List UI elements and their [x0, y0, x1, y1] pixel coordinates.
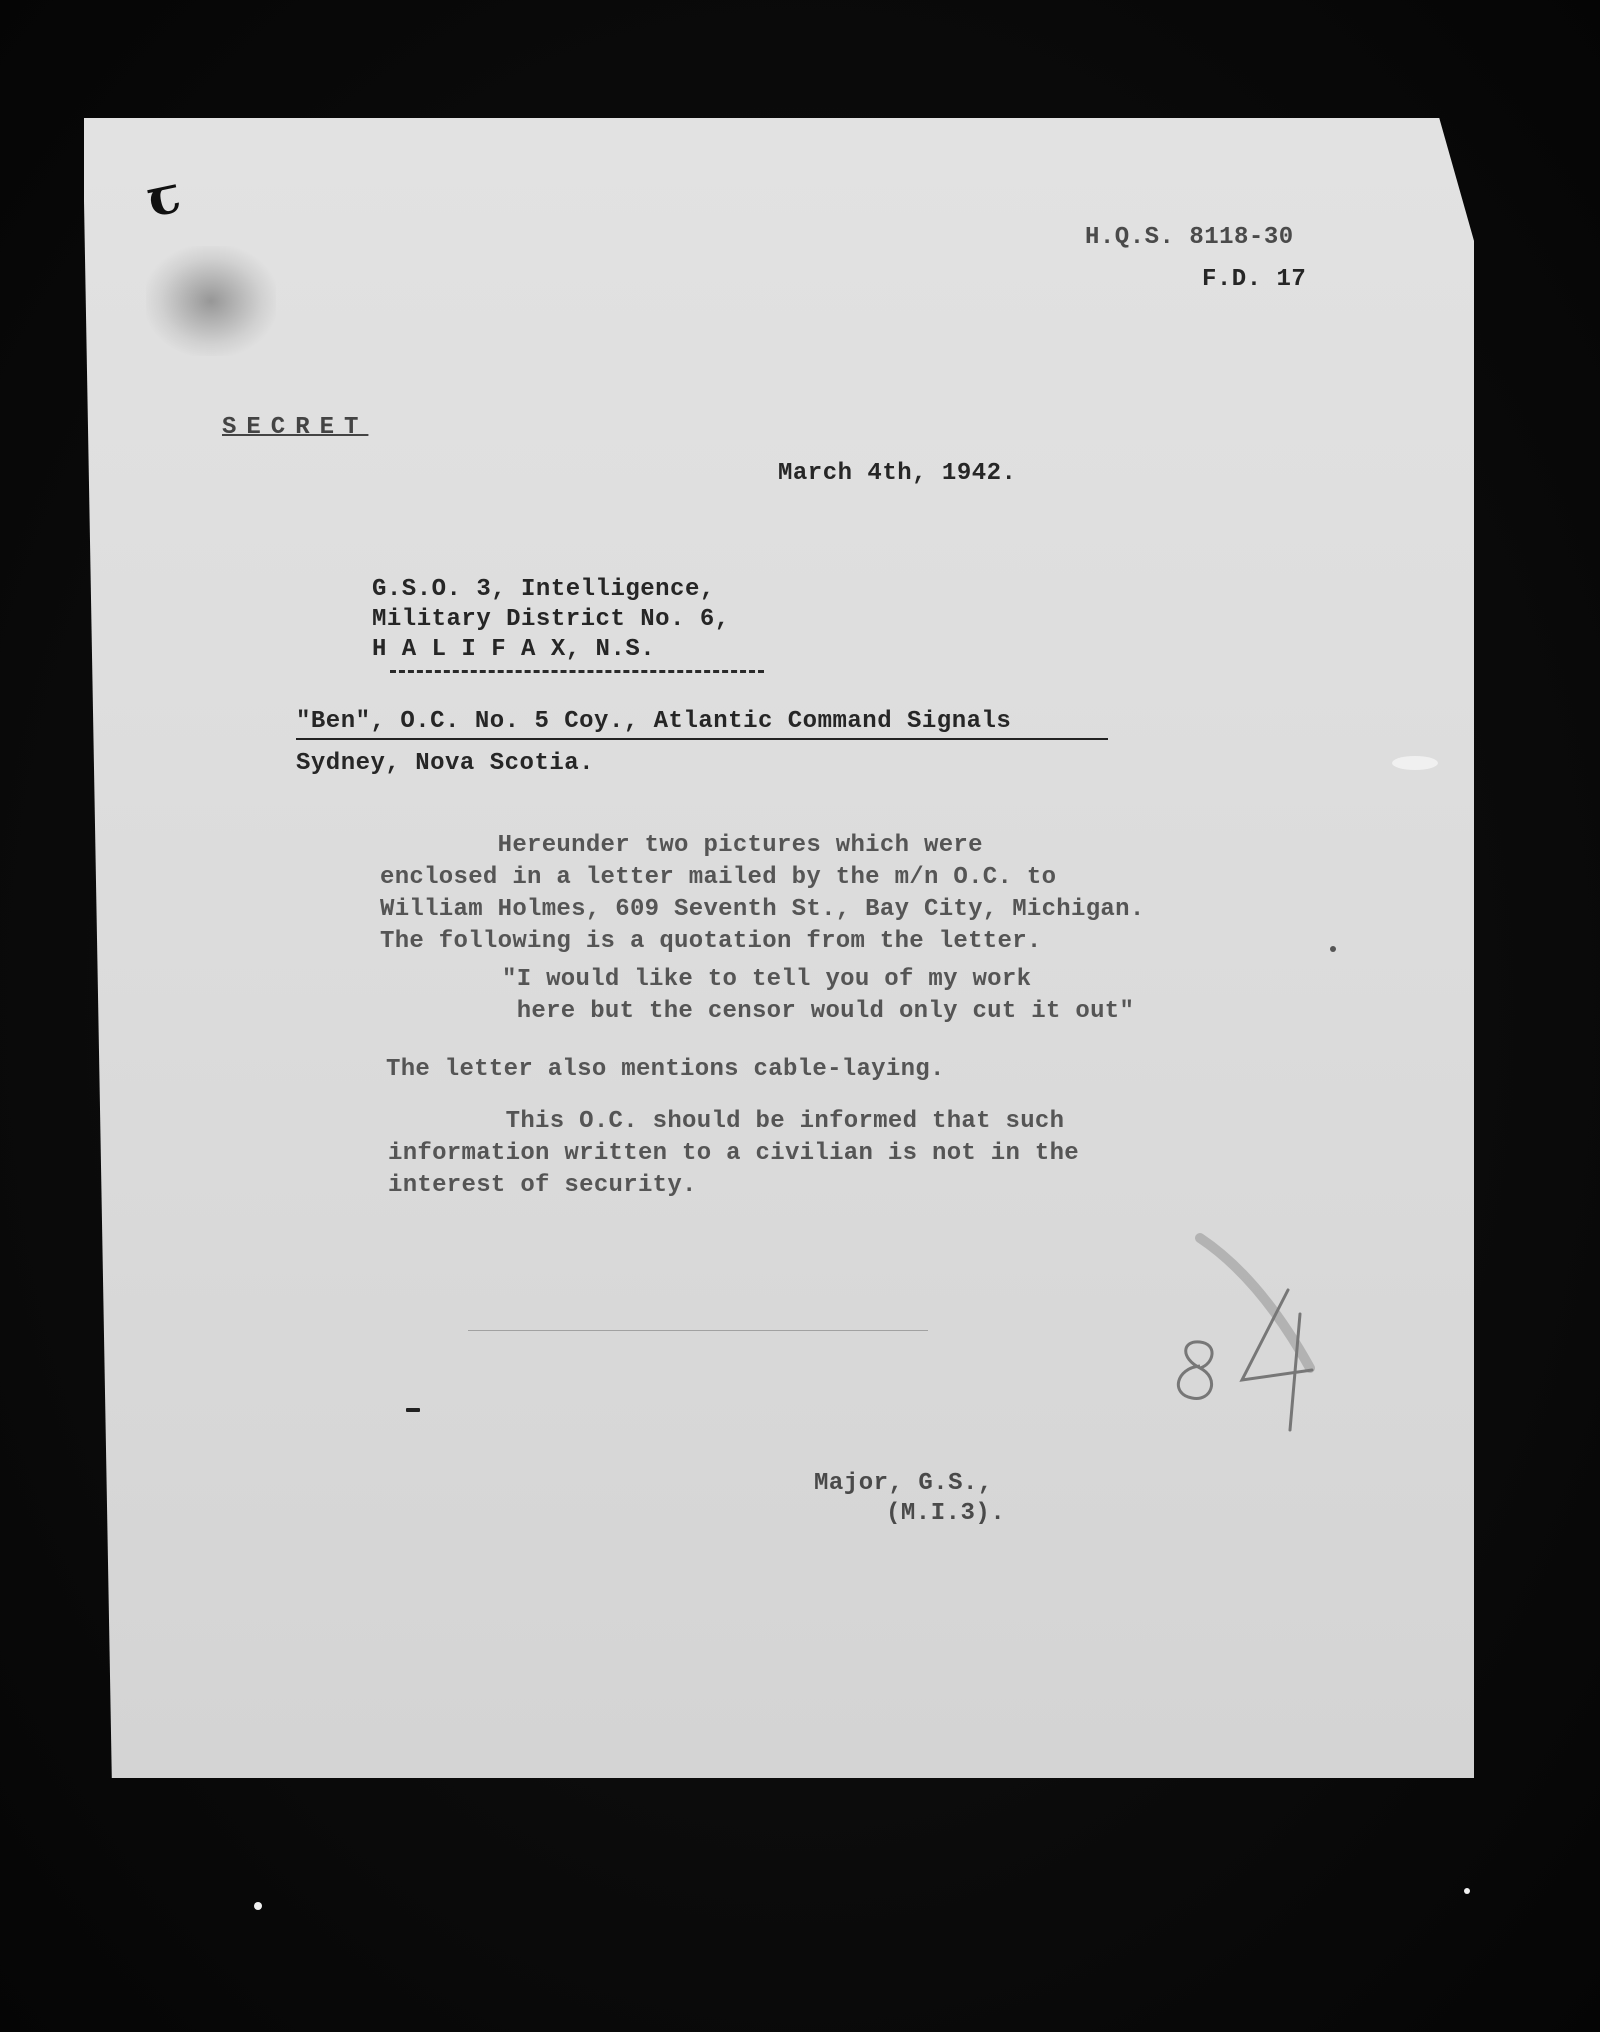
quotation-line: "I would like to tell you of my work — [502, 966, 1032, 993]
scan-speck — [1464, 1888, 1470, 1894]
recipient-line-1: G.S.O. 3, Intelligence, — [372, 576, 715, 603]
ink-dash — [406, 1408, 420, 1412]
scan-speck — [1330, 946, 1336, 952]
body-paragraph-1 — [380, 830, 1145, 958]
body-paragraph-3-line: This O.C. should be informed that such — [388, 1108, 1065, 1135]
subject-underline — [296, 738, 1108, 740]
body-paragraph-1-line: Hereunder two pictures which were — [380, 832, 983, 859]
recipient-line-3: H A L I F A X, N.S. — [372, 636, 656, 663]
letter-date: March 4th, 1942. — [778, 460, 1017, 487]
scan-speck — [254, 1902, 262, 1910]
body-paragraph-3-line: interest of security. — [388, 1172, 697, 1199]
quotation-line: here but the censor would only cut it out" — [502, 998, 1135, 1025]
subject-line-2: Sydney, Nova Scotia. — [296, 750, 595, 777]
body-paragraph-2-line: The letter also mentions cable-laying. — [386, 1056, 945, 1083]
recipient-dashed-rule — [390, 670, 764, 673]
folder-reference: F.D. 17 — [1202, 266, 1307, 293]
scan-speck — [1392, 756, 1438, 770]
body-paragraph-1-line: The following is a quotation from the letter. — [380, 928, 1042, 955]
body-paragraph-3-line: information written to a civilian is not in the — [388, 1140, 1080, 1167]
digit-8-stroke — [1178, 1342, 1212, 1399]
signature-title: Major, G.S., — [814, 1470, 993, 1497]
body-paragraph-1-line: enclosed in a letter mailed by the m/n O.C. to — [380, 864, 1057, 891]
recipient-line-2: Military District No. 6, — [372, 606, 730, 633]
body-paragraph-2 — [386, 1054, 945, 1086]
body-paragraph-3 — [388, 1106, 1079, 1202]
handwritten-page-number — [1140, 1218, 1380, 1448]
handwritten-c-mark: ꞇ — [142, 163, 186, 230]
ink-smudge — [146, 246, 276, 356]
body-paragraph-1-line: William Holmes, 609 Seventh St., Bay City, Michigan. — [380, 896, 1145, 923]
signature-space-rule — [468, 1330, 928, 1331]
quotation — [502, 964, 1134, 1028]
subject-line-1: "Ben", O.C. No. 5 Coy., Atlantic Command Signals — [296, 708, 1012, 735]
classification-heading: SECRET — [222, 414, 369, 441]
file-reference: H.Q.S. 8118-30 — [1085, 224, 1294, 251]
signature-department: (M.I.3). — [886, 1500, 1006, 1527]
pencil-stroke — [1200, 1238, 1310, 1368]
